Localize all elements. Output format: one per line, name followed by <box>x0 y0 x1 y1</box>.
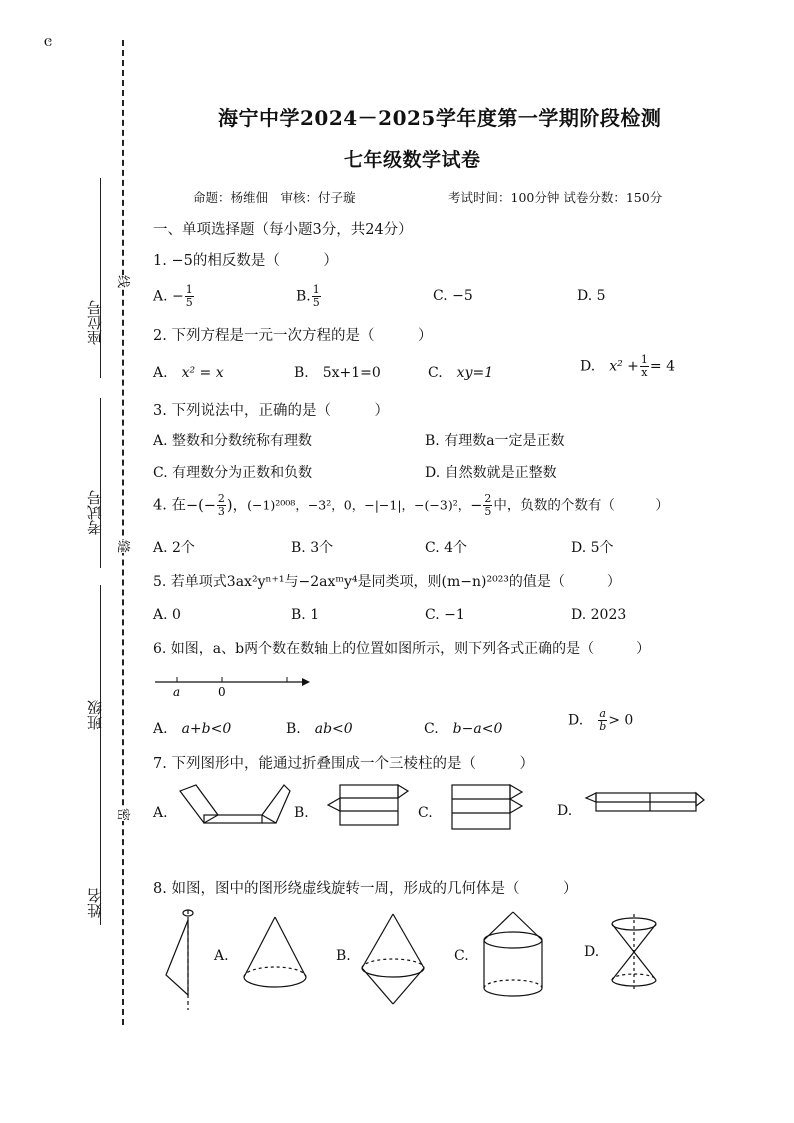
class-blank[interactable] <box>100 585 101 775</box>
question-5-option-d[interactable]: D. 2023 <box>571 607 627 623</box>
option-c-net-figure <box>448 783 538 833</box>
option-b-numerator: 1 <box>312 283 320 296</box>
question-6-option-b[interactable] <box>286 718 353 738</box>
option-a-prefix: A. − <box>153 288 184 305</box>
question-7-stem: 7. 下列图形中，能通过折叠围成一个三棱柱的是（ ） <box>153 756 534 772</box>
option-c-label: C. <box>424 721 439 737</box>
q4-term-5: −|−1|， <box>364 497 415 513</box>
question-2-option-d[interactable] <box>580 354 675 379</box>
q4-term-1-post: )， <box>226 497 248 514</box>
option-b-label: B. <box>286 721 301 737</box>
option-a-expression: a+b<0 <box>181 721 232 737</box>
option-c-cone-cylinder-figure <box>478 910 548 1000</box>
option-d-hourglass-figure <box>606 914 662 994</box>
question-1-option-c[interactable]: C. −5 <box>433 288 473 304</box>
question-2-option-c[interactable] <box>428 362 493 382</box>
option-d-numerator: 1 <box>640 353 648 366</box>
exam-subtitle: 七年级数学试卷 <box>344 149 481 171</box>
question-8-option-a[interactable]: A. <box>214 948 229 964</box>
q4-term-7 <box>470 492 493 518</box>
question-3-option-c[interactable]: C. 有理数分为正数和负数 <box>153 465 313 481</box>
option-b-denominator: 5 <box>312 296 320 309</box>
option-d-label: D. <box>580 358 596 375</box>
q4-stem-suffix: 中，负数的个数有（ ） <box>493 497 669 514</box>
question-8-option-d[interactable]: D. <box>584 944 600 960</box>
question-7-option-c[interactable]: C. <box>418 805 433 821</box>
question-8-stem: 8. 如图，图中的图形绕虚线旋转一周，形成的几何体是（ ） <box>153 881 578 897</box>
question-1-option-b[interactable] <box>296 284 322 309</box>
q4-term-1 <box>185 492 248 518</box>
q4-term-1-denominator: 3 <box>217 505 225 518</box>
q4-term-4: 0， <box>343 497 365 513</box>
option-a-numerator: 1 <box>185 283 193 296</box>
name-label: 姓名 <box>86 888 104 918</box>
axis-label-a: a <box>173 685 181 699</box>
question-6-stem: 6. 如图，a、b两个数在数轴上的位置如图所示，则下列各式正确的是（ ） <box>153 641 651 657</box>
q4-term-6: −(−3)²， <box>414 497 471 513</box>
question-3-option-d[interactable]: D. 自然数就是正整数 <box>425 465 557 481</box>
question-5-option-a[interactable]: A. 0 <box>153 607 181 623</box>
exam-title: 海宁中学2024－2025学年度第一学期阶段检测 <box>218 106 662 130</box>
question-3-stem: 3. 下列说法中，正确的是（ ） <box>153 403 389 419</box>
q4-term-1-pre: −(− <box>185 497 216 514</box>
question-8-option-c[interactable]: C. <box>454 948 469 964</box>
option-b-prefix: B. <box>296 288 311 305</box>
option-d-post: = 4 <box>649 358 675 375</box>
exam-authors: 命题：杨维佃 审核：付子璇 <box>193 190 356 205</box>
question-1-option-d[interactable]: D. 5 <box>577 288 606 304</box>
question-5-stem: 5. 若单项式3ax²yⁿ⁺¹与−2axᵐy⁴是同类项，则(m−n)²⁰²³的值是（ ） <box>153 574 621 590</box>
class-label: 班级 <box>86 700 104 730</box>
q4-term-7-denominator: 5 <box>484 505 492 518</box>
option-b-expression: ab<0 <box>314 721 353 737</box>
option-c-expression: b−a<0 <box>452 721 503 737</box>
question-6-option-c[interactable] <box>424 718 502 738</box>
question-4-stem <box>153 493 669 518</box>
question-7-option-a[interactable]: A. <box>153 805 168 821</box>
axis-label-zero: 0 <box>218 685 226 699</box>
q4-term-7-pre: − <box>470 497 483 514</box>
question-4-option-a[interactable]: A. 2个 <box>153 540 195 556</box>
option-d-denominator: b <box>599 720 607 733</box>
question-4-option-d[interactable]: D. 5个 <box>571 540 614 556</box>
option-a-label: A. <box>153 721 168 737</box>
option-d-label: D. <box>568 712 584 729</box>
option-d-net-figure <box>586 790 706 820</box>
question-6-option-d[interactable] <box>568 708 633 733</box>
corner-mark: ಲ <box>40 37 57 47</box>
binding-mark-seal: 密 <box>115 808 134 821</box>
section-heading: 一、单项选择题（每小题3分，共24分） <box>153 222 413 238</box>
option-a-denominator: 5 <box>185 296 193 309</box>
exam-info: 考试时间：100分钟 试卷分数：150分 <box>448 190 663 205</box>
binding-mark-seam: 缝 <box>115 540 134 553</box>
option-c-expression: xy=1 <box>456 365 494 381</box>
question-1-stem: 1. −5的相反数是（ ） <box>153 253 338 269</box>
question-7-option-d[interactable]: D. <box>557 803 573 819</box>
option-b-net-figure <box>320 783 410 833</box>
option-d-pre: x² + <box>609 358 639 375</box>
question-4-option-b[interactable]: B. 3个 <box>291 540 334 556</box>
question-6-option-a[interactable] <box>153 718 231 738</box>
question-3-option-a[interactable]: A. 整数和分数统称有理数 <box>153 433 313 449</box>
exam-number-blank[interactable] <box>100 398 101 568</box>
binding-mark-line: 线 <box>115 275 134 288</box>
question-8-option-b[interactable]: B. <box>336 948 351 964</box>
option-c-label: C. <box>428 365 443 381</box>
seat-number-label: 座位号 <box>86 300 104 345</box>
question-7-option-b[interactable]: B. <box>294 805 309 821</box>
q4-term-7-numerator: 2 <box>484 492 492 505</box>
option-a-cone-figure <box>240 915 310 995</box>
option-d-numerator: a <box>599 707 606 720</box>
option-a-net-figure <box>180 785 290 835</box>
option-d-post: > 0 <box>608 712 634 729</box>
question-2-option-a[interactable] <box>153 362 224 382</box>
q4-term-3: −3²， <box>307 497 344 513</box>
question-4-option-c[interactable]: C. 4个 <box>425 540 468 556</box>
q4-stem-prefix: 4. 在 <box>153 497 186 514</box>
question-5-option-b[interactable]: B. 1 <box>291 607 320 623</box>
seat-number-blank[interactable] <box>100 178 101 378</box>
rotation-figure <box>160 905 200 1015</box>
q4-term-1-numerator: 2 <box>217 492 225 505</box>
question-1-option-a[interactable] <box>153 284 195 309</box>
q4-term-2: (−1)²⁰⁰⁸， <box>247 497 308 513</box>
binding-dash-line <box>122 40 124 1025</box>
option-a-expression: x² = x <box>181 365 224 381</box>
option-a-label: A. <box>153 365 168 381</box>
number-line-figure <box>150 672 310 702</box>
question-2-option-b[interactable]: B. 5x+1=0 <box>294 365 381 381</box>
exam-number-label: 考试号 <box>86 490 104 535</box>
question-5-option-c[interactable]: C. −1 <box>425 607 465 623</box>
question-2-stem: 2. 下列方程是一元一次方程的是（ ） <box>153 328 433 344</box>
question-3-option-b[interactable]: B. 有理数a一定是正数 <box>425 433 565 449</box>
number-line-arrow-icon <box>302 678 310 686</box>
option-d-denominator: x <box>641 366 648 379</box>
option-b-double-cone-figure <box>358 912 428 1008</box>
